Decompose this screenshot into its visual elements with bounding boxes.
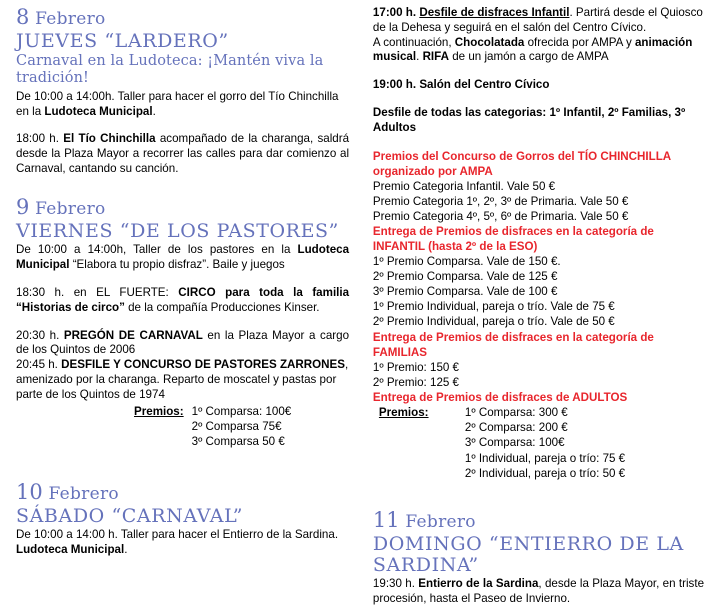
premio-line: 2º Individual, pareja o trío: 50 €: [464, 467, 626, 481]
day-month: Febrero: [35, 198, 106, 219]
paragraph-entierro-sardina-procesion: 19:30 h. Entierro de la Sardina, desde la Plaza Mayor, en triste procesión, hasta el Paseo de Invierno.: [372, 577, 705, 606]
day-date-9: [16, 196, 349, 219]
paragraph-taller-entierro-sardina: De 10:00 a 14:00 h. Taller para hacer el Entierro de la Sardina. Ludoteca Municipal.: [16, 528, 339, 557]
day-month: Febrero: [48, 483, 119, 504]
award-lines: [373, 254, 704, 329]
award-line: 1º Premio Comparsa. Vale de 150 €.: [372, 255, 561, 269]
paragraph-pregon-carnaval: 20:30 h. PREGÓN DE CARNAVAL en la Plaza Mayor a cargo de los Quintos de 2006: [16, 328, 350, 357]
award-line: 1º Premio Individual, pareja o trío. Vale de 75 €: [372, 300, 615, 314]
premios-pastores: [16, 404, 349, 449]
award-line: 2º Premio Comparsa. Vale de 125 €: [372, 270, 558, 284]
premio-line: 1º Comparsa: 300 €: [464, 405, 568, 419]
award-block-adultos: [373, 390, 704, 482]
day-date-11: [373, 509, 704, 532]
paragraph-desfile-disfraces-infantil: 17:00 h. Desfile de disfraces Infantil. Partirá desde el Quiosco de la Dehesa y seguirá en el salón del Centro Cívico. A continuación, Chocolatada ofrecida por AMPA y animación musical. RIFA de un jamón a cargo de AMPA: [372, 6, 703, 64]
day-date-10: [16, 481, 349, 504]
left-column: [16, 5, 363, 557]
award-heading: Premios del Concurso de Gorros del TÍO CHINCHILLA organizado por AMPA: [372, 149, 671, 178]
day-block-11-febrero: [373, 509, 704, 607]
premio-line: 3º Comparsa: 100€: [464, 436, 565, 450]
premio-line: 3º Comparsa 50 €: [191, 434, 285, 448]
award-lines: [373, 360, 704, 390]
day-subtitle-8: Carnaval en la Ludoteca: ¡Mantén viva la tradición!: [16, 53, 324, 87]
day-month: Febrero: [405, 512, 476, 533]
award-line: 2º Premio: 125 €: [372, 375, 460, 389]
award-line: Premio Categoria Infantil. Vale 50 €: [372, 179, 556, 193]
award-line: 1º Premio: 150 €: [372, 360, 460, 374]
day-title-8: JUEVES “LARDERO”: [16, 29, 229, 52]
award-heading: Entrega de Premios de disfraces de ADULTOS: [372, 390, 628, 404]
paragraph-desfile-concurso-pastores: 20:45 h. DESFILE Y CONCURSO DE PASTORES ZARRONES, amenizado por la charanga. Reparto de moscatel y pastas por parte de los Quintos de 1974: [16, 358, 349, 401]
day-title-11: DOMINGO “ENTIERRO DE LA SARDINA”: [372, 533, 684, 576]
paragraph-salon-centro-civico: 19:00 h. Salón del Centro Cívico: [372, 78, 550, 92]
paragraph-taller-pastores: De 10:00 a 14:00h, Taller de los pastores en la Ludoteca Municipal “Elabora tu propio disfraz”. Baile y juegos: [16, 243, 350, 272]
day-number: 11: [372, 508, 400, 533]
day-title-9: VIERNES “DE LOS PASTORES”: [16, 219, 339, 242]
award-heading: Entrega de Premios de disfraces en la categoría de FAMILIAS: [372, 330, 654, 359]
paragraph-taller-gorro: De 10:00 a 14:00h. Taller para hacer el gorro del Tío Chinchilla en la Ludoteca Municipal.: [16, 89, 339, 118]
award-block-familias: [373, 330, 704, 390]
award-line: 2º Premio Individual, pareja o trío. Vale de 50 €: [372, 315, 615, 329]
right-column: [372, 6, 705, 606]
award-lines: [373, 179, 704, 224]
premios-adultos: [373, 405, 704, 481]
award-block-infantil: [373, 224, 704, 329]
paragraph-desfile-todas-categorias: Desfile de todas las categorias: 1º Infantil, 2º Familias, 3º Adultos: [372, 106, 686, 134]
paragraph-circo-el-fuerte: 18:30 h. en EL FUERTE: CIRCO para toda la familia “Historias de circo” de la compañía Producciones Kinser.: [16, 285, 350, 314]
column-gutter: [363, 6, 373, 503]
day-number: 8: [16, 5, 30, 29]
paragraph-tio-chinchilla-charanga: 18:00 h. El Tío Chinchilla acompañado de la charanga, saldrá desde la Plaza Mayor a recorrer las calles para dar comienzo al Carnaval, cantando su canción.: [16, 132, 350, 176]
award-block-gorros-tio-chinchilla: [373, 149, 704, 224]
premio-line: 1º Comparsa: 100€: [191, 404, 292, 418]
day-date-8: [16, 6, 349, 29]
premios-label: Premios:: [134, 404, 184, 418]
premios-label: Premios:: [378, 405, 429, 419]
award-line: Premio Categoria 4º, 5º, 6º de Primaria. Vale 50 €: [372, 210, 629, 224]
premios-items: [465, 405, 625, 481]
award-line: Premio Categoria 1º, 2º, 3º de Primaria. Vale 50 €: [372, 194, 629, 208]
day-block-8-febrero: [16, 6, 349, 177]
premio-line: 2º Comparsa 75€: [191, 419, 282, 433]
day-block-9-febrero: [16, 196, 349, 449]
award-heading: Entrega de Premios de disfraces en la categoría de INFANTIL (hasta 2º de la ESO): [372, 225, 654, 254]
day-number: 10: [16, 479, 43, 504]
premios-items: [192, 404, 292, 449]
day-month: Febrero: [35, 9, 106, 29]
award-line: 3º Premio Comparsa. Vale de 100 €: [372, 285, 558, 299]
premio-line: 1º Individual, pareja o trío: 75 €: [464, 451, 626, 465]
day-number: 9: [16, 194, 30, 219]
day-block-10-febrero: [16, 481, 349, 558]
day-title-10: SÁBADO “CARNAVAL”: [16, 504, 244, 527]
premio-line: 2º Comparsa: 200 €: [464, 421, 568, 435]
